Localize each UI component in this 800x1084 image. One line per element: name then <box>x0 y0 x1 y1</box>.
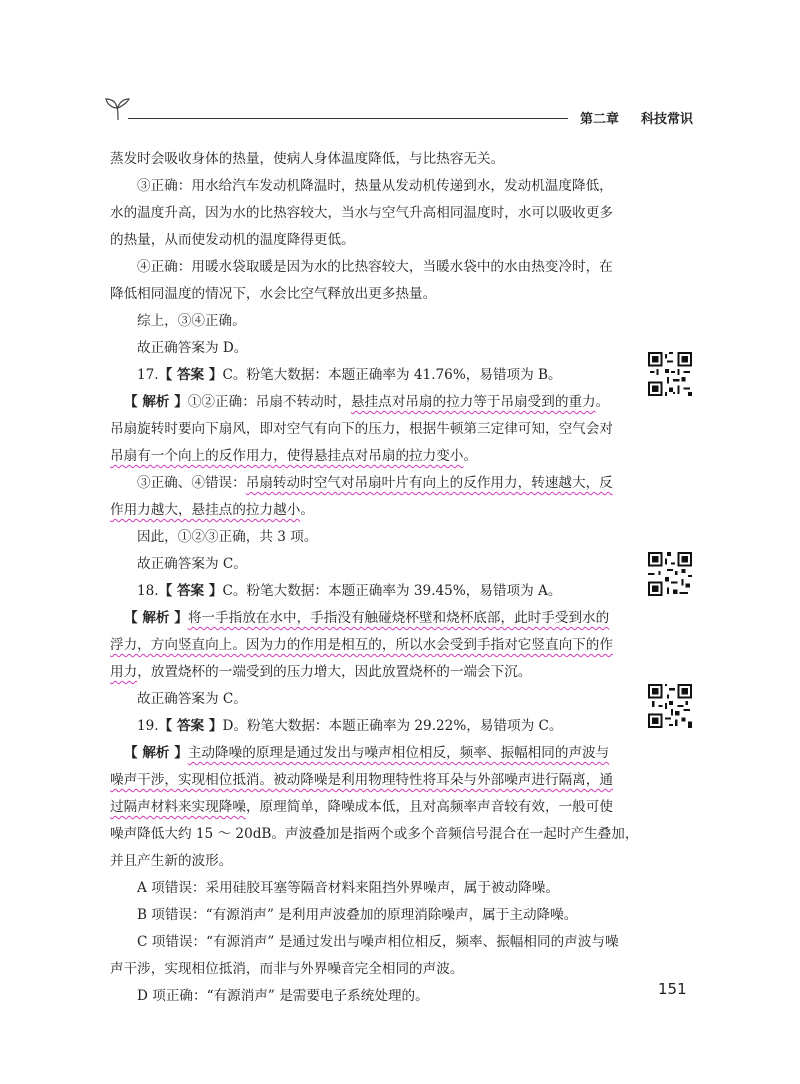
text-line: ，原理简单，降噪成本低，且对高频率声音较有效，一般可使 <box>245 799 613 815</box>
text-line: D 项正确：“有源消声” 是需要电子系统处理的。 <box>137 988 429 1004</box>
question-18-answer <box>110 578 630 605</box>
chapter-number: 第二章 <box>580 112 620 127</box>
option-c <box>110 929 630 983</box>
highlighted-text: 作用力越大，悬挂点的拉力越小 <box>110 502 301 518</box>
question-17-answer <box>110 362 630 389</box>
option-b <box>110 902 630 929</box>
chapter-title: 科技常识 <box>641 112 694 127</box>
option-d <box>110 983 630 1010</box>
text-line: 的热量，从而使发动机的温度降得更低。 <box>110 232 355 248</box>
page-header <box>0 0 800 130</box>
text-line: 。 <box>595 394 610 410</box>
highlighted-text: 浮力，方向竖直向上。因为力的作用是相互的，所以水会受到手指对它竖直向下的作 <box>110 637 613 653</box>
text-line: 综上，③④正确。 <box>137 313 246 329</box>
text-line: 声干涉，实现相位抵消，而非与外界噪音完全相同的声波。 <box>110 961 464 977</box>
answer-label: 【 答案 】 <box>158 367 223 383</box>
analysis-label: 【 解析 】 <box>124 394 188 410</box>
highlighted-text: 吊扇有一个向上的反作用力，使得悬挂点对吊扇的拉力变小 <box>110 448 464 464</box>
text-line: 并且产生新的波形。 <box>110 853 233 869</box>
question-number: 18. <box>137 583 159 599</box>
text-line: ，放置烧杯的一端受到的压力增大，因此放置烧杯的一端会下沉。 <box>137 664 532 680</box>
question-18-analysis <box>110 605 630 686</box>
text-line: ③正确、④错误： <box>137 475 246 491</box>
analysis-label: 【 解析 】 <box>124 745 188 761</box>
text-line: ③正确：用水给汽车发动机降温时，热量从发动机传递到水，发动机温度降低， <box>137 178 613 194</box>
text-line: 。 <box>300 502 314 518</box>
text-line: 因此，①②③正确，共 3 项。 <box>137 529 318 545</box>
text-line: 降低相同温度的情况下，水会比空气释放出更多热量。 <box>110 286 437 302</box>
paragraph <box>110 524 630 551</box>
chapter-heading <box>580 108 693 127</box>
answer-text: C。粉笔大数据：本题正确率为 39.45%，易错项为 A。 <box>222 583 562 599</box>
text-line: ④正确：用暖水袋取暖是因为水的比热容较大，当暖水袋中的水由热变冷时，在 <box>137 259 613 275</box>
qr-code-icon[interactable] <box>648 352 692 396</box>
text-line: 故正确答案为 D。 <box>137 340 248 356</box>
question-19-analysis <box>110 740 639 875</box>
text-line: 蒸发时会吸收身体的热量，使病人身体温度降低，与比热容无关。 <box>110 151 505 167</box>
text-line: 故正确答案为 C。 <box>137 556 247 572</box>
text-line: A 项错误：采用硅胶耳塞等隔音材料来阻挡外界噪声，属于被动降噪。 <box>137 880 559 896</box>
paragraph <box>110 173 630 254</box>
option-a <box>110 875 630 902</box>
paragraph <box>110 551 630 578</box>
text-line: 故正确答案为 C。 <box>137 691 247 707</box>
page-number: 151 <box>658 980 687 998</box>
text-line: B 项错误：“有源消声” 是利用声波叠加的原理消除噪声，属于主动降噪。 <box>137 907 578 923</box>
question-19-answer <box>110 713 630 740</box>
question-number: 19. <box>137 718 159 734</box>
qr-code-icon[interactable] <box>648 684 692 728</box>
question-17-analysis <box>110 389 630 470</box>
highlighted-text: 过隔声材料来实现降噪 <box>110 799 246 815</box>
text-line: ①②正确：吊扇不转动时， <box>187 394 351 410</box>
highlighted-text: 吊扇转动时空气对吊扇叶片有向上的反作用力，转速越大，反 <box>245 475 613 491</box>
text-line: 噪声降低大约 15 ～ 20dB。声波叠加是指两个或多个音频信号混合在一起时产生叠加， <box>110 826 639 842</box>
paragraph <box>110 470 630 524</box>
answer-text: D。粉笔大数据：本题正确率为 29.22%，易错项为 C。 <box>222 718 563 734</box>
text-line: C 项错误：“有源消声” 是通过发出与噪声相位相反，频率、振幅相同的声波与噪 <box>137 934 619 950</box>
highlighted-text: 主动降噪的原理是通过发出与噪声相位相反，频率、振幅相同的声波与 <box>187 745 610 761</box>
highlighted-text: 将一手指放在水中，手指没有触碰烧杯壁和烧杯底部，此时手受到水的 <box>187 610 610 626</box>
highlighted-text: 悬挂点对吊扇的拉力等于吊扇受到的重力 <box>350 394 596 410</box>
answer-label: 【 答案 】 <box>158 583 223 599</box>
answer-label: 【 答案 】 <box>158 718 223 734</box>
highlighted-text: 噪声干涉，实现相位抵消。被动降噪是利用物理特性将耳朵与外部噪声进行隔离，通 <box>110 772 613 788</box>
analysis-label: 【 解析 】 <box>124 610 188 626</box>
paragraph <box>110 335 630 362</box>
answer-text: C。粉笔大数据：本题正确率为 41.76%，易错项为 B。 <box>222 367 562 383</box>
page-content <box>110 146 639 1010</box>
paragraph <box>110 308 630 335</box>
text-line: 。 <box>463 448 478 464</box>
paragraph <box>110 146 630 173</box>
paragraph <box>110 686 630 713</box>
question-number: 17. <box>137 367 159 383</box>
qr-code-icon[interactable] <box>648 552 692 596</box>
paragraph <box>110 254 630 308</box>
text-line: 水的温度升高，因为水的比热容较大，当水与空气升高相同温度时，水可以吸收更多 <box>110 205 613 221</box>
text-line: 吊扇旋转时要向下扇风，即对空气有向下的压力，根据牛顿第三定律可知，空气会对 <box>110 421 613 437</box>
header-rule <box>128 118 568 119</box>
highlighted-text: 用力 <box>110 664 138 680</box>
